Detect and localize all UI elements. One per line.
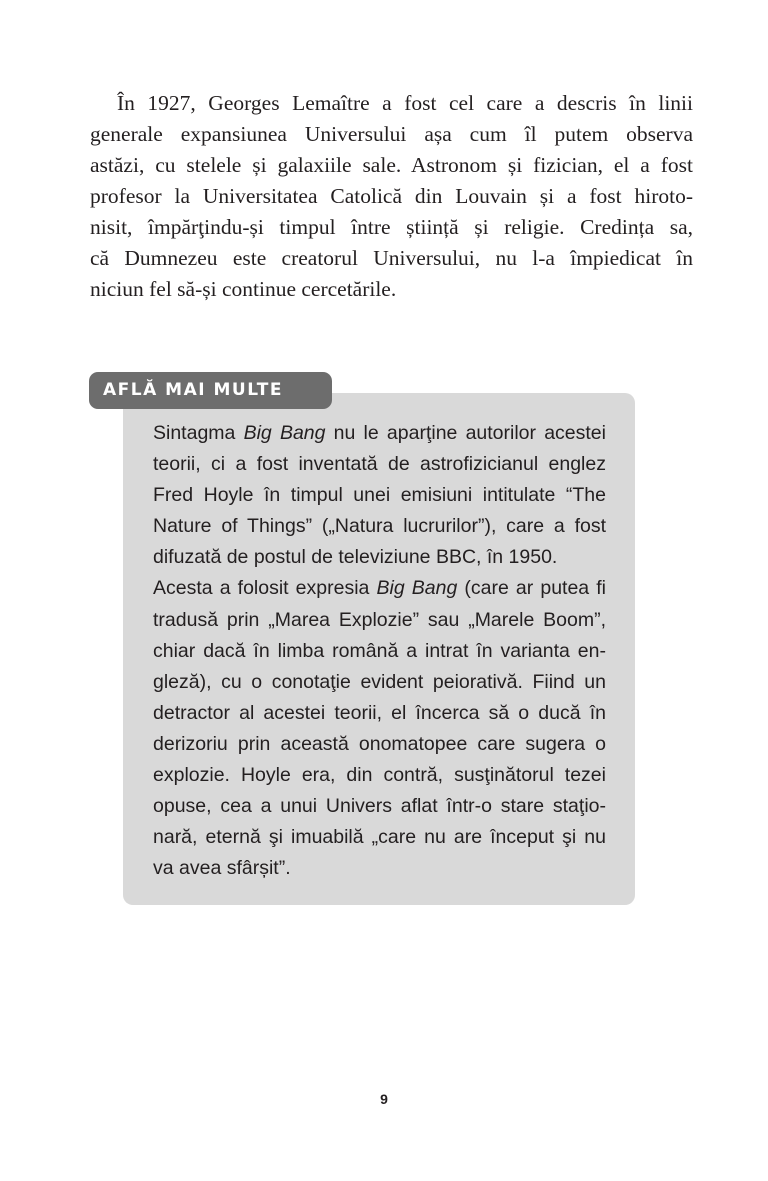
text-segment: chiar dacă în limba română a intrat în varianta en- [153,639,606,662]
info-box-line [153,573,606,604]
text-segment: derizoriu prin această onomatopee care sugera o [153,732,606,755]
text-segment: teorii, ci a fost inventată de astrofizicianul englez [153,453,606,476]
info-box-text [153,418,606,884]
info-box-line [153,480,606,511]
info-box-line [153,605,606,636]
paragraph-line: generale expansiunea Universului așa cum îl putem observa [90,122,693,146]
info-box-line [153,760,606,791]
info-box-line [153,449,606,480]
paragraph-line: astăzi, cu stelele și galaxiile sale. Astronom și fizician, el a fost [90,153,693,177]
emphasized-term: Big Bang [376,577,458,600]
info-box-label: AFLĂ MAI MULTE [89,372,332,409]
info-box-line [153,729,606,760]
info-box-line [153,791,606,822]
info-box-line [153,636,606,667]
info-box-line [153,511,606,542]
text-segment: Fred Hoyle în timpul unei emisiuni intitulate “The [153,484,606,507]
info-box-line [153,542,606,573]
text-segment: Sintagma [153,422,244,444]
text-segment: gleză), cu o conotaţie evident peiorativă. Fiind un [153,670,606,693]
paragraph-line: niciun fel să-și continue cercetările. [90,277,397,301]
paragraph-line: nisit, împărţindu-și timpul între știință și religie. Credința sa, [90,215,693,239]
text-segment: opuse, cea a unui Univers aflat într-o stare staţio- [153,795,606,818]
text-segment: difuzată de postul de televiziune BBC, în 1950. [153,546,558,569]
info-box-line [153,853,606,884]
text-segment: nu le aparţine autorilor acestei [325,422,606,444]
paragraph-line: În 1927, Georges Lemaître a fost cel care a descris în linii [117,91,693,115]
page-number: 9 [380,1091,388,1107]
text-segment: (care ar putea fi [457,577,606,600]
text-segment: Acesta a folosit expresia [153,577,377,600]
paragraph-line: că Dumnezeu este creatorul Universului, nu l-a împiedicat în [90,246,693,270]
main-paragraph [90,88,693,305]
info-box-line [153,418,606,449]
info-box-line [153,822,606,853]
text-segment: detractor al acestei teorii, el încerca să o ducă în [153,701,606,724]
emphasized-term: Big Bang [243,422,326,444]
text-segment: tradusă prin „Marea Explozie” sau „Marele Boom”, [153,608,606,631]
paragraph-line: profesor la Universitatea Catolică din Louvain și a fost hiroto- [90,184,693,208]
info-box-line [153,698,606,729]
text-segment: nară, eternă şi imuabilă „care nu are început şi nu [153,826,606,849]
text-segment: explozie. Hoyle era, din contră, susţinătorul tezei [153,764,606,787]
info-box-line [153,667,606,698]
text-segment: Nature of Things” („Natura lucrurilor”), care a fost [153,515,606,538]
text-segment: va avea sfârșit”. [153,857,291,880]
